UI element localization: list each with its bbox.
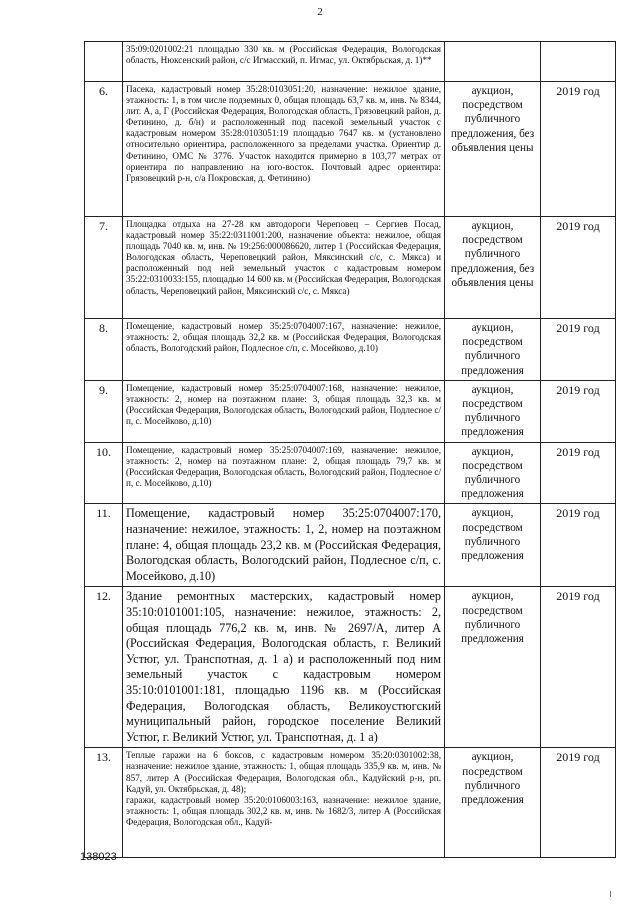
description-paragraph: Площадка отдыха на 27-28 км автодороги Череповец – Сергиев Посад, кадастровый номер 35:22:0311001:200, назначение объекта: нежилое, общая площадь 7040 кв. м, инв. № 19:256:000086620, литер 1 (Российская Федерация, Вологодская область, Череповецкий район, Мяксинский с/с, с. Мякса) и расположенный под ней земельный участок с кадастровым номером 35:22:0310033:155, площадью 14 600 кв. м (Российская Федерация, Вологодская область, Череповецкий район, Мяксинский с/с, с. Мякса) xyxy=(126,219,441,296)
row-number: 6. xyxy=(85,82,123,217)
property-description xyxy=(123,217,445,319)
scan-edge-mark xyxy=(610,891,611,897)
description-paragraph: Пасека, кадастровый номер 35:28:0103051:20, назначение: нежилое здание, этажность: 1, в том числе подземных 0, общая площадь 63,7 кв. м, инв. № 8344, лит. А, а, Г (Российская Федерация, Вологодская область, Грязовецкий район, д. Фетинино, д. б/н) и расположенный под пасекой земельный участок с кадастровым номером 35:28:0103051:19 площадью 7647 кв. м (установлено относительно ориентира, расположенного за пределами участка. Ориентир д. Фетинино, ОМС № 3776. Участок находится примерно в 103,77 метрах от ориентира по направлению на юго-восток. Почтовый адрес ориентира: Грязовецкий р-н, с/а Покровская, д. Фетинино) xyxy=(126,84,441,183)
table-row xyxy=(85,442,616,504)
row-number: 10. xyxy=(85,442,123,504)
table-row xyxy=(85,319,616,381)
table-row xyxy=(85,748,616,858)
description-paragraph: Помещение, кадастровый номер 35:25:0704007:167, назначение: нежилое, этажность: 2, общая площадь 32,2 кв. м (Российская Федерация, Вологодская область, Вологодский район, Подлесное с/п, с. Мосейково, д.10) xyxy=(126,321,441,354)
sale-method: аукцион, посредством публичного предложения xyxy=(445,442,541,504)
table-row xyxy=(85,82,616,217)
sale-method: аукцион, посредством публичного предложения xyxy=(445,587,541,748)
property-description xyxy=(123,504,445,587)
table-row xyxy=(85,380,616,442)
description-paragraph: Помещение, кадастровый номер 35:25:0704007:168, назначение: нежилое, этажность: 2, номер на поэтажном плане: 3, общая площадь 32,3 кв. м (Российская Федерация, Вологодская область, Вологодский район, Подлесное с/п, с. Мосейково, д.10) xyxy=(126,382,441,427)
property-description xyxy=(123,587,445,748)
property-description xyxy=(123,82,445,217)
property-description xyxy=(123,380,445,442)
description-paragraph: Помещение, кадастровый номер 35:25:0704007:169, назначение: нежилое, этажность: 2, номер на поэтажном плане: 2, общая площадь 79,7 кв. м (Российская Федерация, Вологодская область, Вологодский район, Подлесное с/п, с. Мосейково, д.10) xyxy=(126,444,441,488)
sale-year: 2019 год xyxy=(541,380,616,442)
sale-method: аукцион, посредством публичного предложения, без объявления цены xyxy=(445,82,541,217)
sale-method: аукцион, посредством публичного предложения xyxy=(445,748,541,858)
property-description xyxy=(123,442,445,504)
sale-year: 2019 год xyxy=(541,587,616,748)
row-number: 9. xyxy=(85,380,123,442)
table-row xyxy=(85,587,616,748)
table-row xyxy=(85,217,616,319)
page-number: 2 xyxy=(317,6,323,18)
row-number: 7. xyxy=(85,217,123,319)
table-row xyxy=(85,42,616,82)
sale-method xyxy=(445,42,541,82)
row-number xyxy=(85,42,123,82)
sale-year: 2019 год xyxy=(541,748,616,858)
sale-method: аукцион, посредством публичного предложения xyxy=(445,504,541,587)
sale-method: аукцион, посредством публичного предложения xyxy=(445,319,541,381)
description-paragraph: 35:09:0201002:21 площадью 330 кв. м (Российская Федерация, Вологодская область, Нюксенский район, с/с Игмасский, п. Игмас, ул. Октябрьская, д. 1)** xyxy=(126,44,441,66)
property-table xyxy=(84,41,616,858)
sale-method: аукцион, посредством публичного предложения, без объявления цены xyxy=(445,217,541,319)
document-code: 138023 xyxy=(80,851,117,863)
row-number: 13. xyxy=(85,748,123,858)
description-paragraph: Здание ремонтных мастерских, кадастровый номер 35:10:0101001:105, назначение: нежилое, этажность: 2, общая площадь 776,2 кв. м, инв. № 2697/А, литер А (Российская Федерация, Вологодская область, г. Великий Устюг, ул. Транспотная, д. 1 а) и расположенный под ним земельный участок с кадастровым номером 35:10:0101001:181, площадью 1196 кв. м (Российская Федерация, Вологодская область, Великоустюгский муниципальный район, городское поселение Великий Устюг, г. Великий Устюг, ул. Транспотная, д. 1 а) xyxy=(126,589,441,744)
row-number: 11. xyxy=(85,504,123,587)
row-number: 12. xyxy=(85,587,123,748)
sale-year: 2019 год xyxy=(541,504,616,587)
description-paragraph: Помещение, кадастровый номер 35:25:0704007:170, назначение: нежилое, этажность: 1, 2, номер на поэтажном плане: 4, общая площадь 23,2 кв. м (Российская Федерация, Вологодская область, Вологодский район, Подлесное с/п, с. Мосейково, д.10) xyxy=(126,506,441,583)
property-description xyxy=(123,42,445,82)
property-description xyxy=(123,748,445,858)
sale-method: аукцион, посредством публичного предложения xyxy=(445,380,541,442)
sale-year: 2019 год xyxy=(541,319,616,381)
sale-year: 2019 год xyxy=(541,442,616,504)
sale-year: 2019 год xyxy=(541,217,616,319)
description-paragraph: Теплые гаражи на 6 боксов, с кадастровым номером 35:20:0301002:38, назначение: нежилое здание, этажность: 1, общая площадь 335,9 кв. м, инв. № 857, литер А (Российская Федерация, Вологодская обл., Кадуйский р-н, рп. Кадуй, ул. Октябрьская, д. 48); xyxy=(126,750,441,794)
description-paragraph: гаражи, кадастровый номер 35:20:0106003:163, назначение: нежилое здание, этажность: 1, общая площадь 302,2 кв. м, инв. № 1682/3, литер А (Российская Федерация, Вологодская обл., Кадуй- xyxy=(126,794,441,827)
sale-year: 2019 год xyxy=(541,82,616,217)
sale-year xyxy=(541,42,616,82)
table-row xyxy=(85,504,616,587)
row-number: 8. xyxy=(85,319,123,381)
property-description xyxy=(123,319,445,381)
